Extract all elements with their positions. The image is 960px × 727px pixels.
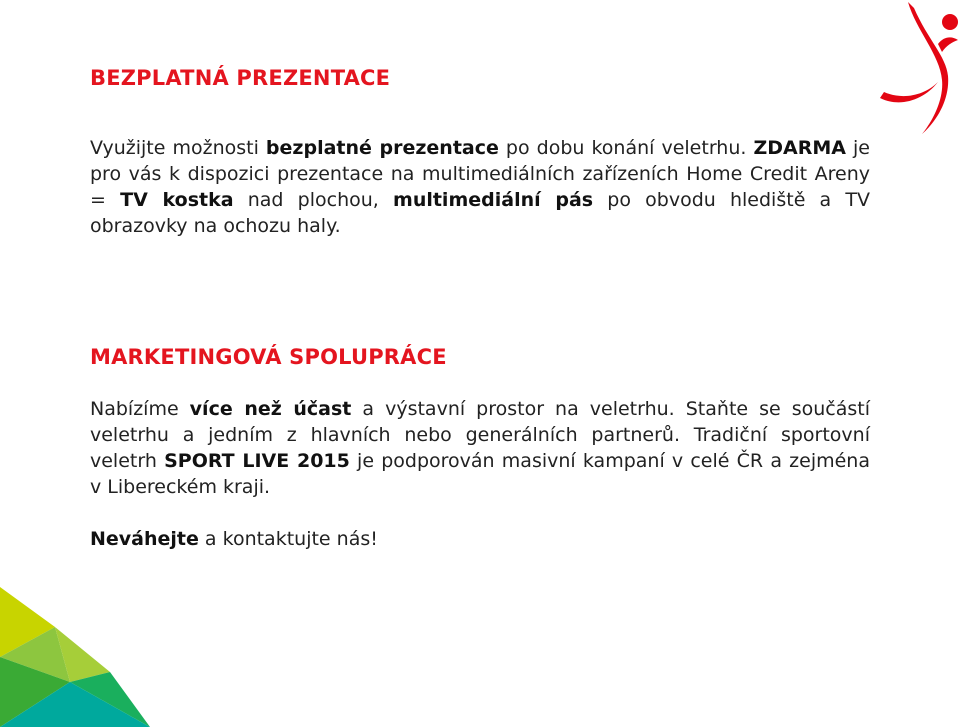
marketing-emphasis: více než účast [189, 398, 352, 420]
free-presentation-text: nad plochou, [233, 189, 394, 211]
free-presentation-text: po obvodu hlediště a TV obrazovky na ochozu haly. [90, 189, 870, 237]
closing-text: a kontaktujte nás! [198, 528, 378, 550]
free-presentation-emphasis: multimediální pás [393, 189, 594, 211]
slide-content [90, 60, 870, 552]
section-heading-marketing: MARKETINGOVÁ SPOLUPRÁCE [90, 345, 447, 369]
closing-emphasis: Neváhejte [90, 528, 199, 550]
free-presentation-paragraph [90, 135, 870, 239]
marketing-text: je podporován masivní kampaní v celé ČR a zejména v Libereckém kraji. [90, 450, 870, 498]
marketing-emphasis: SPORT LIVE 2015 [164, 450, 350, 472]
green-triangles-decoration [0, 587, 150, 727]
free-presentation-text: je pro vás k dispozici prezentace na multimediálních zařízeních Home Credit Areny = [90, 137, 870, 211]
free-presentation-emphasis: bezplatné prezentace [265, 137, 499, 159]
free-presentation-emphasis: TV kostka [120, 189, 234, 211]
free-presentation-text: Využijte možnosti [90, 137, 266, 159]
marketing-text: Nabízíme [90, 398, 190, 420]
marketing-paragraph [90, 396, 870, 500]
free-presentation-emphasis: ZDARMA [753, 137, 846, 159]
marketing-text: a výstavní prostor na veletrhu. Staňte se součástí veletrhu a jedním z hlavních nebo generálních partnerů. Tradiční sportovní veletrh [90, 398, 871, 472]
section-heading-free-presentation: BEZPLATNÁ PREZENTACE [90, 66, 391, 90]
free-presentation-text: po dobu konání veletrhu. [498, 137, 754, 159]
closing-line [90, 526, 870, 552]
red-figure-logo-icon [880, 0, 960, 140]
